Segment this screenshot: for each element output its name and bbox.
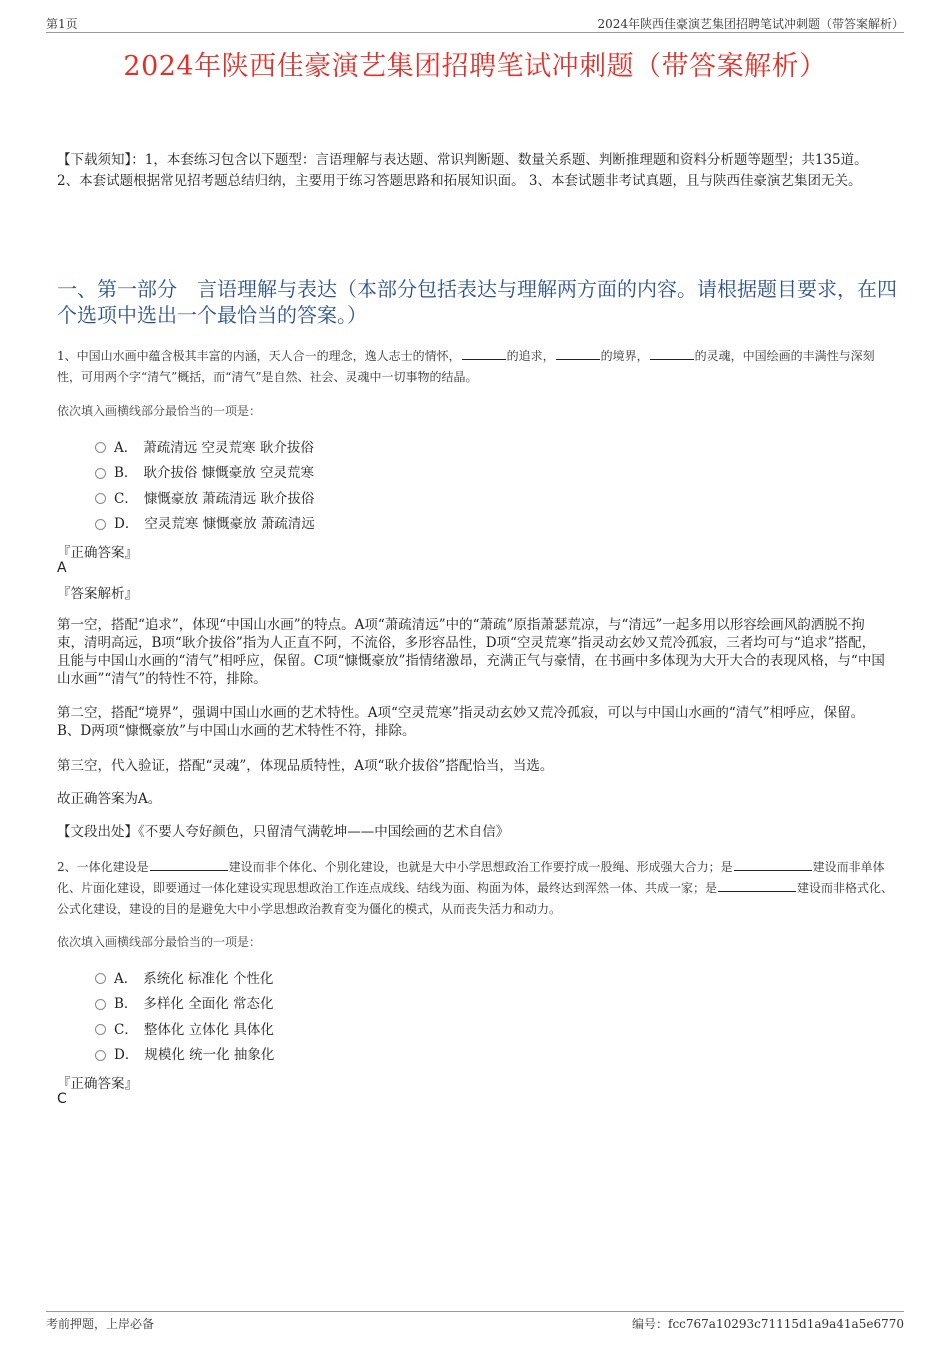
download-notice: 【下载须知】：1，本套练习包含以下题型：言语理解与表达题、常识判断题、数量关系题、判断推理题和资料分析题等题型；共135道。 2、本套试题根据常见招考题总结归纳，主要用于练习答题思路和拓展知识面。 3、本套试题非考试真题，且与陕西佳豪演艺集团无关。 <box>57 152 868 189</box>
question-1-text-a: 1、中国山水画中蕴含极其丰富的内涵，天人合一的理念，逸人志士的情怀， <box>57 349 461 363</box>
option-a[interactable]: A． 系统化 标准化 个性化 <box>95 964 274 990</box>
correct-answer-value: A <box>57 560 67 576</box>
question-2-text-b: 建设而非个体化、个别化建设，也就是大中小学思想政治工作要拧成一股绳、形成强大合力；是 <box>228 860 733 874</box>
question-2-options <box>95 964 274 1066</box>
radio-icon[interactable] <box>95 999 106 1010</box>
header-doc-title: 2024年陕西佳豪演艺集团招聘笔试冲刺题（带答案解析） <box>597 17 904 31</box>
question-1-options <box>95 433 315 535</box>
analysis-paragraph-4: 故正确答案为A。 <box>57 791 162 807</box>
radio-icon[interactable] <box>95 493 106 504</box>
document-title: 2024年陕西佳豪演艺集团招聘笔试冲刺题（带答案解析） <box>123 51 827 82</box>
blank-3 <box>650 359 694 360</box>
question-2-text-c: 建设而非单体化、片面化建设，即要通过一体化建设实现思想政治工作连点成线、结线为面、构面为体，最终达到浑然一体、共成一家；是 <box>57 860 885 895</box>
blank-3 <box>718 891 796 892</box>
question-2-prompt: 依次填入画横线部分最恰当的一项是： <box>57 935 262 949</box>
page-number: 第1页 <box>46 17 78 31</box>
question-2-text-a: 2、一体化建设是 <box>57 860 149 874</box>
radio-icon[interactable] <box>95 1050 106 1061</box>
option-c[interactable]: C． 慷慨豪放 萧疏清远 耿介拔俗 <box>95 484 315 510</box>
radio-icon[interactable] <box>95 468 106 479</box>
option-b[interactable]: B． 多样化 全面化 常态化 <box>95 990 274 1016</box>
analysis-paragraph-1: 第一空，搭配“追求”，体现“中国山水画”的特点。A项“萧疏清远”中的“萧疏”原指萧瑟荒凉，与“清远”一起多用以形容绘画风韵洒脱不拘束，清明高远，B项“耿介拔俗”指为人正直不阿，不流俗，多形容品性，D项“空灵荒寒”指灵动玄妙又荒冷孤寂，三者均可与“追求”搭配，且能与中国山水画的“清气”相呼应，保留。C项“慷慨豪放”指情绪激昂，充满正气与豪情，在书画中多体现为大开大合的表现风格，与“中国山水画”“清气”的特性不符，排除。 <box>57 617 885 687</box>
option-d[interactable]: D． 空灵荒寒 慷慨豪放 萧疏清远 <box>95 510 315 536</box>
question-1-text-b: 的追求， <box>506 349 555 363</box>
page-header <box>46 14 904 33</box>
footer-doc-id: 编号：fcc767a10293c71115d1a9a41a5e6770 <box>632 1317 904 1331</box>
analysis-paragraph-2: 第二空，搭配“境界”，强调中国山水画的艺术特性。A项“空灵荒寒”指灵动玄妙又荒冷孤寂，可以与中国山水画的“清气”相呼应，保留。B、D两项“慷慨豪放”与中国山水画的艺术特性不符，排除。 <box>57 705 865 739</box>
radio-icon[interactable] <box>95 442 106 453</box>
radio-icon[interactable] <box>95 1024 106 1035</box>
blank-2 <box>556 359 600 360</box>
option-a[interactable]: A． 萧疏清远 空灵荒寒 耿介拔俗 <box>95 433 315 459</box>
blank-1 <box>150 870 228 871</box>
radio-icon[interactable] <box>95 519 106 530</box>
question-1-text-c: 的境界， <box>600 349 649 363</box>
question-1-text-d: 的灵魂，中国绘画的丰满性与深刻性，可用两个字“清气”概括，而“清气”是自然、社会、灵魂中一切事物的结晶。 <box>57 349 875 384</box>
radio-icon[interactable] <box>95 973 106 984</box>
option-c[interactable]: C． 整体化 立体化 具体化 <box>95 1015 274 1041</box>
source-citation: 【文段出处】《不要人夸好颜色，只留清气满乾坤——中国绘画的艺术自信》 <box>57 824 510 840</box>
option-b[interactable]: B． 耿介拔俗 慷慨豪放 空灵荒寒 <box>95 459 315 485</box>
blank-2 <box>734 870 812 871</box>
correct-answer-label: 『正确答案』 <box>57 545 138 561</box>
blank-1 <box>462 359 506 360</box>
question-2-text-d: 建设而非格式化、公式化建设，建设的目的是避免大中小学思想政治教育变为僵化的模式，从而丧失活力和动力。 <box>57 881 894 916</box>
correct-answer-label: 『正确答案』 <box>57 1076 138 1092</box>
question-1-prompt: 依次填入画横线部分最恰当的一项是： <box>57 404 262 418</box>
section-heading: 一、第一部分 言语理解与表达（本部分包括表达与理解两方面的内容。请根据题目要求，在四个选项中选出一个最恰当的答案。） <box>57 277 897 327</box>
question-1-stem <box>57 346 897 388</box>
analysis-paragraph-3: 第三空，代入验证，搭配“灵魂”，体现品质特性，A项“耿介拔俗”搭配恰当，当选。 <box>57 758 554 774</box>
analysis-label: 『答案解析』 <box>57 586 138 602</box>
page-footer <box>46 1311 904 1332</box>
question-2-stem <box>57 857 897 920</box>
correct-answer-value: C <box>57 1091 67 1107</box>
option-d[interactable]: D． 规模化 统一化 抽象化 <box>95 1041 274 1067</box>
footer-slogan: 考前押题，上岸必备 <box>46 1317 155 1331</box>
